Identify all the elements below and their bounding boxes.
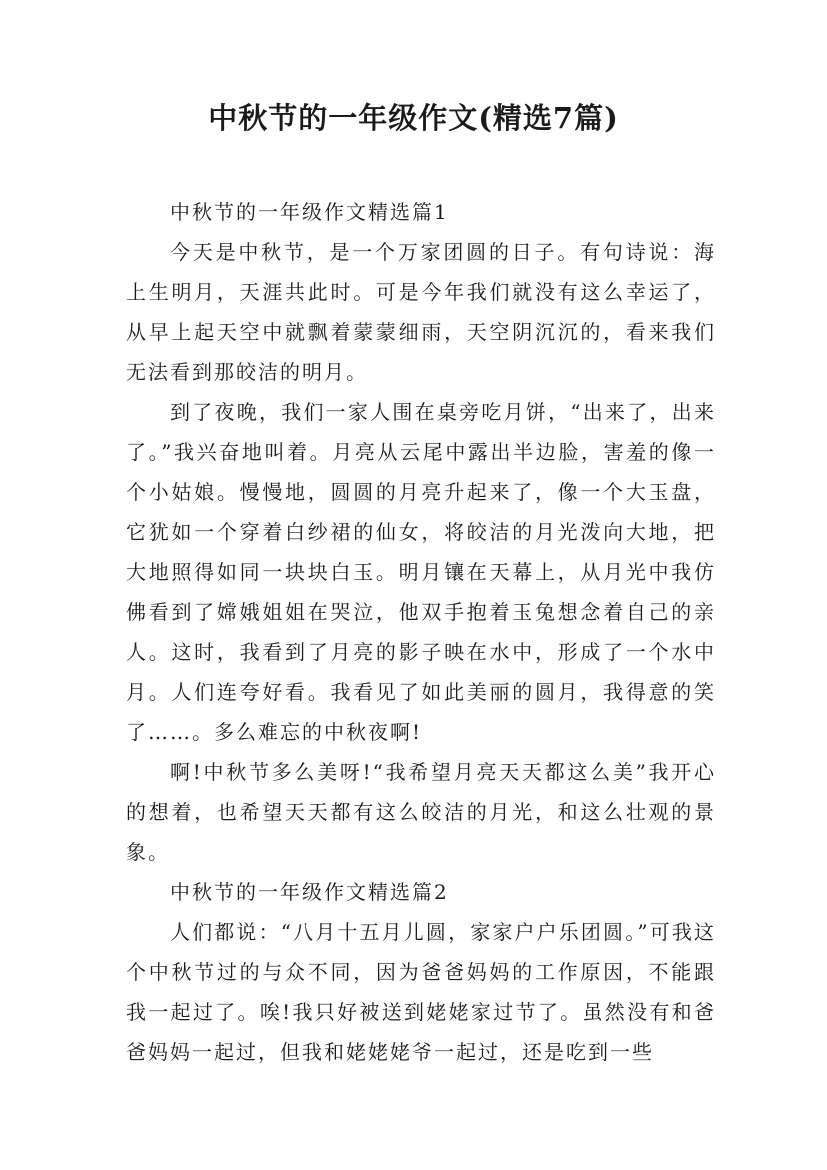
section-heading: 中秋节的一年级作文精选篇2: [170, 880, 449, 904]
paragraph: 今天是中秋节，是一个万家团圆的日子。有句诗说：海上生明月，天涯共此时。可是今年我们就没有这么幸运了，从早上起天空中就飘着蒙蒙细雨，天空阴沉沉的，看来我们无法看到那皎洁的明月。: [126, 240, 716, 384]
paragraph: 啊!中秋节多么美呀!“我希望月亮天天都这么美”我开心的想着，也希望天天都有这么皎洁的月光，和这么壮观的景象。: [126, 760, 716, 864]
section-1: [126, 192, 716, 872]
document-title: 中秋节的一年级作文(精选7篇): [208, 101, 619, 135]
section-heading: 中秋节的一年级作文精选篇1: [170, 200, 449, 224]
paragraph: 人们都说：“八月十五月儿圆，家家户户乐团圆。”可我这个中秋节过的与众不同，因为爸爸妈妈的工作原因，不能跟我一起过了。唉!我只好被送到姥姥家过节了。虽然没有和爸爸妈妈一起过，但我和姥姥姥爷一起过，还是吃到一些: [126, 920, 716, 1064]
section-2: [126, 872, 716, 1072]
document-body: [126, 192, 716, 1072]
paragraph: 到了夜晚，我们一家人围在桌旁吃月饼，“出来了，出来了。”我兴奋地叫着。月亮从云尾中露出半边脸，害羞的像一个小姑娘。慢慢地，圆圆的月亮升起来了，像一个大玉盘，它犹如一个穿着白纱裙的仙女，将皎洁的月光泼向大地，把大地照得如同一块块白玉。明月镶在天幕上，从月光中我仿佛看到了嫦娥姐姐在哭泣，他双手抱着玉兔想念着自己的亲人。这时，我看到了月亮的影子映在水中，形成了一个水中月。人们连夸好看。我看见了如此美丽的圆月，我得意的笑了……。多么难忘的中秋夜啊!: [126, 400, 716, 744]
